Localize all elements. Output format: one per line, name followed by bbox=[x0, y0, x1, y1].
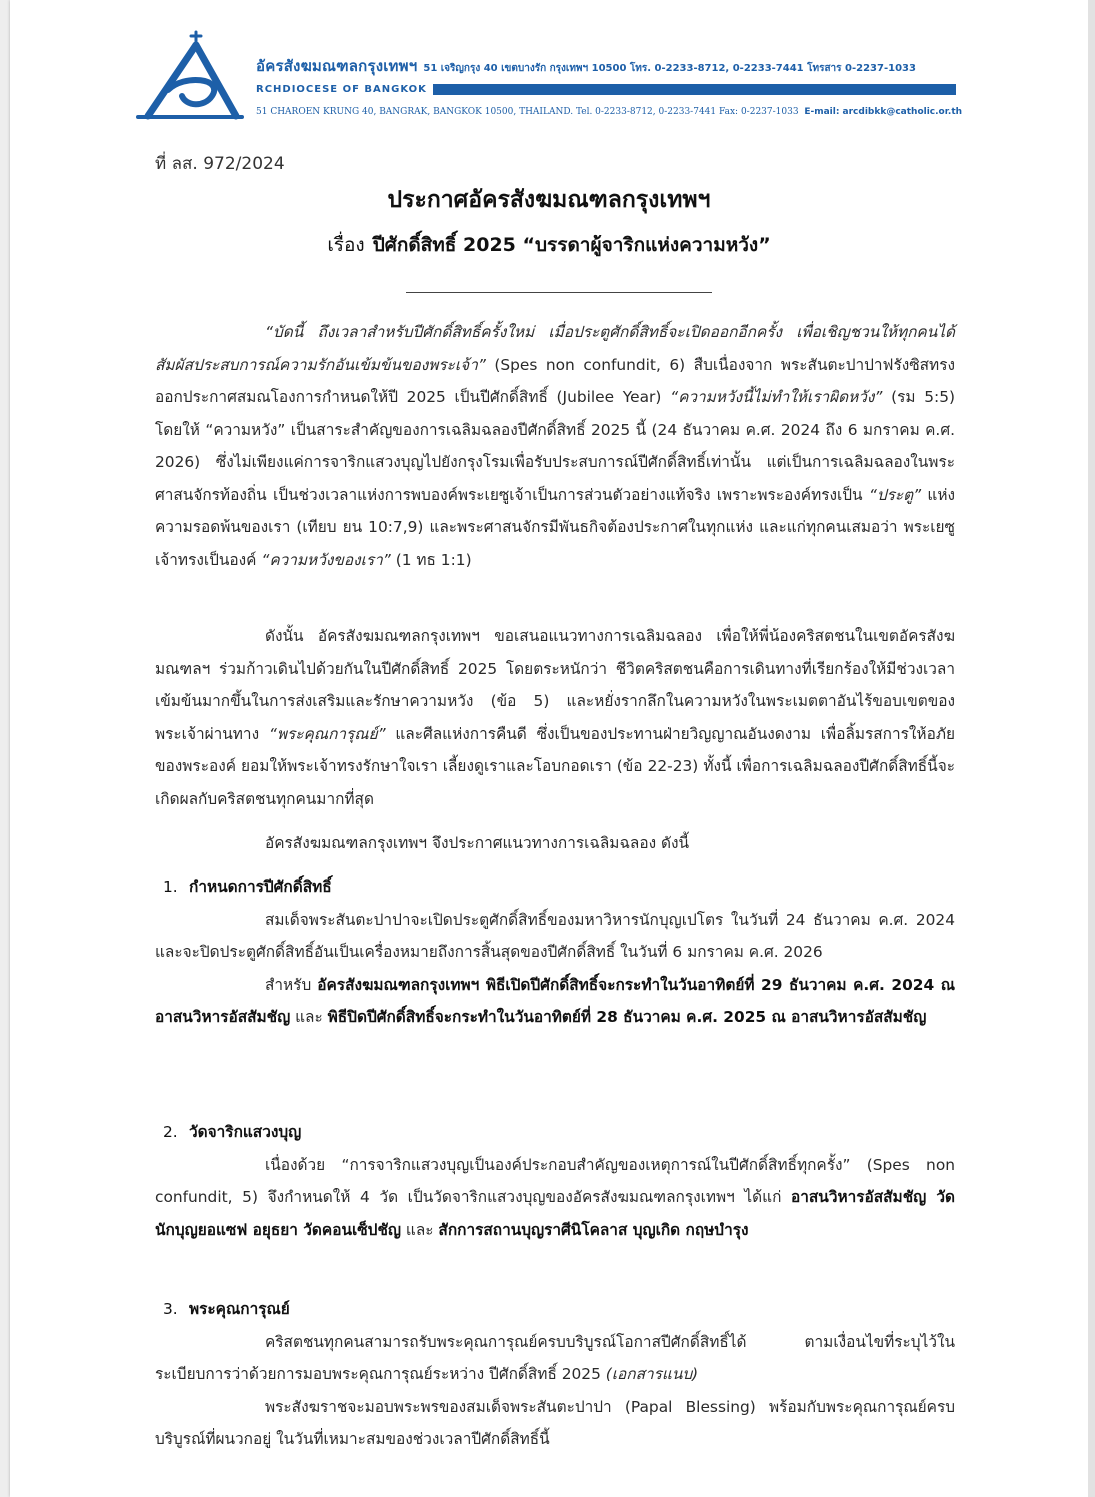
letterhead-thai bbox=[256, 54, 916, 78]
section-paragraph: พระสังฆราชจะมอบพระพรของสมเด็จพระสันตะปาปา (Papal Blessing) พร้อมกับพระคุณการุณย์ครบบริบูรณ์ที่ผนวกอยู่ ในวันที่เหมาะสมของช่วงเวลาปีศักดิ์สิทธิ์นี้ bbox=[155, 1397, 955, 1448]
text-run: แห่งความรอดพ้นของเรา (เทียบ ยน 10:7,9) และพระศาสนจักรมีพันธกิจต้องประกาศในทุกแห่ง และแก่ทุกคนเสมอว่า พระเยซูเจ้าทรงเป็นองค์ bbox=[155, 485, 955, 569]
announcement-title: ประกาศอัครสังฆมณฑลกรุงเทพฯ bbox=[387, 187, 711, 213]
org-address-en: 51 CHAROEN KRUNG 40, BANGRAK, BANGKOK 10500, THAILAND. Tel. 0-2233-8712, 0-2233-7441 Fax: 0-2237-1033 bbox=[256, 107, 799, 117]
org-email: E-mail: arcdibkk@catholic.or.th bbox=[804, 107, 963, 117]
text-run: (Spes non confundit, 6) สืบเนื่องจาก พระสันตะปาปาฟรังซิสทรงออกประกาศสมณโองการกำหนดให้ปี 2025 เป็นปีศักดิ์สิทธิ์ (Jubilee Year) bbox=[155, 355, 955, 406]
page-edge bbox=[1088, 0, 1095, 1497]
text-run: อัครสังฆมณฑลกรุงเทพฯ จึงประกาศแนวทางการเฉลิมฉลอง ดังนี้ bbox=[265, 834, 690, 852]
section-pilgrimage-churches bbox=[155, 1116, 955, 1246]
letterhead-bar bbox=[256, 82, 956, 97]
section-schedule bbox=[155, 871, 955, 1034]
org-address-th: 51 เจริญกรุง 40 เขตบางรัก กรุงเทพฯ 10500 โทร. 0-2233-8712, 0-2233-7441 โทรสาร 0-2237-1033 bbox=[423, 63, 916, 74]
letterhead-english-address bbox=[256, 107, 962, 117]
section-paragraph: สมเด็จพระสันตะปาปาจะเปิดประตูศักดิ์สิทธิ์ของมหาวิหารนักบุญเปโตร ในวันที่ 24 ธันวาคม ค.ศ. 2024 และจะปิดประตูศักดิ์สิทธิ์อันเป็นเครื่องหมายถึงการสิ้นสุดของปีศักดิ์สิทธิ์ ในวันที่ 6 มกราคม ค.ศ. 2026 bbox=[155, 910, 955, 961]
quote: “บัดนี้ ถึงเวลาสำหรับปีศักดิ์สิทธิ์ครั้งใหม่ เมื่อประตูศักดิ์สิทธิ์จะเปิดออกอีกครั้ง เพื่อเชิญชวนให้ทุกคนได้สัมผัสประสบการณ์ความรักอันเข้มข้นของพระเจ้า” bbox=[155, 323, 955, 374]
quote: “ความหวังของเรา” bbox=[261, 550, 391, 569]
archdiocese-logo-icon bbox=[134, 30, 246, 122]
section-paragraph: สำหรับ อัครสังฆมณฑลกรุงเทพฯ พิธีเปิดปีศักดิ์สิทธิ์จะกระทำในวันอาทิตย์ที่ 29 ธันวาคม ค.ศ. 2024 ณ อาสนวิหารอัสสัมชัญ และ พิธีปิดปีศักดิ์สิทธิ์จะกระทำในวันอาทิตย์ที่ 28 ธันวาคม ค.ศ. 2025 ณ อาสนวิหารอัสสัมชัญ bbox=[155, 975, 955, 1026]
section-heading: 3. พระคุณการุณย์ bbox=[163, 1300, 290, 1318]
announcement-subject bbox=[10, 230, 1088, 260]
text-run: และศีลแห่งการคืนดี ซึ่งเป็นของประทานฝ่ายวิญญาณอันงดงาม เพื่อลิ้มรสการให้อภัยของพระองค์ ยอมให้พระเจ้าทรงรักษาใจเรา เลี้ยงดูเราและโอบกอดเรา (ข้อ 22-23) ทั้งนี้ เพื่อการเฉลิมฉลองปีศักดิ์สิทธิ์นี้จะเกิดผลกับคริสตชนทุกคนมากที่สุด bbox=[155, 724, 955, 808]
section-heading: 2. วัดจาริกแสวงบุญ bbox=[163, 1123, 302, 1141]
quote: “พระคุณการุณย์” bbox=[268, 724, 386, 743]
section-indulgence bbox=[155, 1293, 955, 1456]
text-run: (รม 5:5) โดยให้ “ความหวัง” เป็นสาระสำคัญของการเฉลิมฉลองปีศักดิ์สิทธิ์ 2025 นี้ (24 ธันวาคม ค.ศ. 2024 ถึง 6 มกราคม ค.ศ. 2026) ซึ่งไม่เพียงแค่การจาริกแสวงบุญไปยังกรุงโรมเพื่อรับประสบการณ์ปีศักดิ์สิทธิ์เท่านั้น แต่เป็นการเฉลิมฉลองในพระศาสนจักรท้องถิ่น เป็นช่วงเวลาแห่งการพบองค์พระเยซูเจ้าเป็นการส่วนตัวอย่างแท้จริง เพราะพระองค์ทรงเป็น bbox=[155, 388, 955, 504]
announcement-lead bbox=[155, 827, 955, 860]
text-run: (1 ทธ 1:1) bbox=[390, 550, 472, 569]
org-name-th: อัครสังฆมณฑลกรุงเทพฯ bbox=[256, 57, 418, 75]
quote: “ประตู” bbox=[868, 485, 922, 504]
guideline-paragraph bbox=[155, 620, 955, 815]
section-paragraph: เนื่องด้วย “การจาริกแสวงบุญเป็นองค์ประกอบสำคัญของเหตุการณ์ในปีศักดิ์สิทธิ์ทุกครั้ง” (Spes non confundit, 5) จึงกำหนดให้ 4 วัด เป็นวัดจาริกแสวงบุญของอัครสังฆมณฑลกรุงเทพฯ ได้แก่ อาสนวิหารอัสสัมชัญ วัดนักบุญยอแซฟ อยุธยา วัดคอนเซ็ปชัญ และ สักการสถานบุญราศีนิโคลาส บุญเกิด กฤษบำรุง bbox=[155, 1155, 955, 1239]
section-paragraph: คริสตชนทุกคนสามารถรับพระคุณการุณย์ครบบริบูรณ์โอกาสปีศักดิ์สิทธิ์ได้ ตามเงื่อนไขที่ระบุไว้ใน ระเบียบการว่าด้วยการมอบพระคุณการุณย์ระหว่าง ปีศักดิ์สิทธิ์ 2025 (เอกสารแนบ) bbox=[155, 1332, 955, 1383]
text-run: ดังนั้น อัครสังฆมณฑลกรุงเทพฯ ขอเสนอแนวทางการเฉลิมฉลอง เพื่อให้พี่น้องคริสตชนในเขตอัครสังฆมณฑลฯ ร่วมก้าวเดินไปด้วยกันในปีศักดิ์สิทธิ์ 2025 โดยตระหนักว่า ชีวิตคริสตชนคือการเดินทางที่เรียกร้องให้มีช่วงเวลาเข้มข้นมากขึ้นในการส่งเสริมและรักษาความหวัง (ข้อ 5) และหยั่งรากลึกในความหวังในพระเมตตาอันไร้ขอบเขตของพระเจ้าผ่านทาง bbox=[155, 627, 955, 743]
section-heading: 1. กำหนดการปีศักดิ์สิทธิ์ bbox=[163, 878, 332, 896]
divider bbox=[406, 292, 712, 293]
subject-text: ปีศักดิ์สิทธิ์ 2025 “บรรดาผู้จาริกแห่งความหวัง” bbox=[372, 234, 771, 256]
quote: “ความหวังนี้ไม่ทำให้เราผิดหวัง” bbox=[670, 388, 883, 406]
intro-paragraph bbox=[155, 316, 955, 576]
document-number: ที่ ลส. 972/2024 bbox=[155, 154, 285, 174]
org-name-en: RCHDIOCESE OF BANGKOK bbox=[256, 82, 433, 97]
subject-label: เรื่อง bbox=[327, 234, 365, 256]
document-page bbox=[10, 0, 1088, 1497]
